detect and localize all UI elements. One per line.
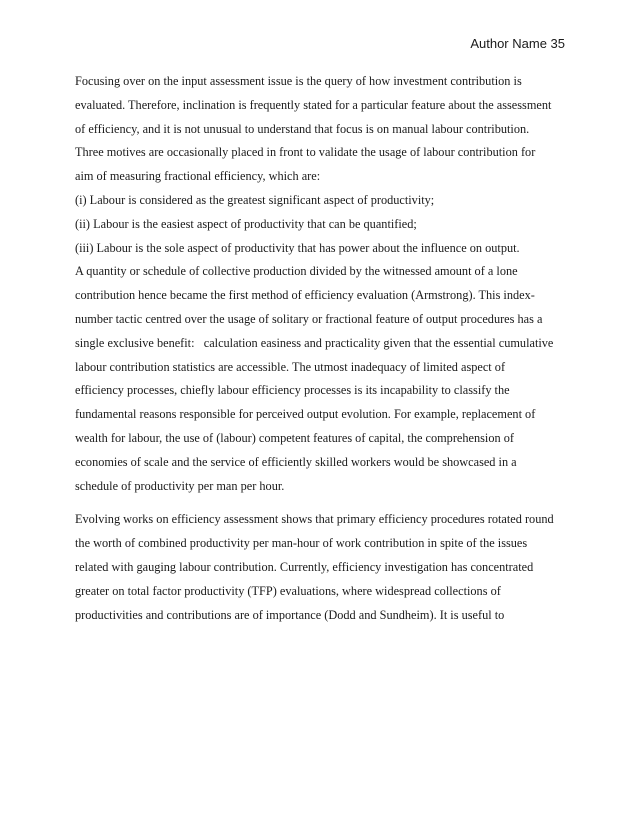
text-line: Three motives are occasionally placed in front to validate the usage of labour contribution for — [75, 145, 536, 160]
text-line: of efficiency, and it is not unusual to understand that focus is on manual labour contribution. — [75, 121, 530, 136]
text-line: number tactic centred over the usage of solitary or fractional feature of output procedures has a — [75, 311, 543, 326]
text-line: contribution hence became the first method of efficiency evaluation (Armstrong). This index- — [75, 288, 535, 303]
text-line: labour contribution statistics are accessible. The utmost inadequacy of limited aspect of — [75, 359, 506, 374]
paragraph-gap — [75, 498, 570, 508]
list-item: (iii) Labour is the sole aspect of productivity that has power about the influence on output. — [75, 240, 520, 255]
body-text — [75, 70, 570, 627]
list-item: (ii) Labour is the easiest aspect of productivity that can be quantified; — [75, 216, 417, 231]
text-line: efficiency processes, chiefly labour efficiency processes is its incapability to classify the — [75, 383, 510, 398]
paragraph-1 — [75, 70, 570, 498]
text-line: greater on total factor productivity (TFP) evaluations, where widespread collections of — [75, 583, 501, 598]
text-line: aim of measuring fractional efficiency, which are: — [75, 169, 321, 184]
text-line: wealth for labour, the use of (labour) competent features of capital, the comprehension of — [75, 430, 514, 445]
text-line: fundamental reasons responsible for perceived output evolution. For example, replacement of — [75, 407, 536, 422]
text-line: A quantity or schedule of collective production divided by the witnessed amount of a lone — [75, 264, 518, 279]
paragraph-2 — [75, 508, 570, 627]
text-line: schedule of productivity per man per hour. — [75, 478, 285, 493]
list-item: (i) Labour is considered as the greatest significant aspect of productivity; — [75, 192, 435, 207]
text-line: economies of scale and the service of efficiently skilled workers would be showcased in a — [75, 454, 517, 469]
text-line: the worth of combined productivity per man-hour of work contribution in spite of the issues — [75, 536, 528, 551]
text-line: single exclusive benefit: calculation easiness and practicality given that the essential cumulative — [75, 335, 554, 350]
text-line: productivities and contributions are of importance (Dodd and Sundheim). It is useful to — [75, 607, 505, 622]
text-line: Focusing over on the input assessment issue is the query of how investment contribution is — [75, 74, 522, 88]
running-header: Author Name 35 — [470, 36, 565, 51]
text-line: evaluated. Therefore, inclination is frequently stated for a particular feature about the assessment — [75, 97, 552, 112]
text-line: Evolving works on efficiency assessment shows that primary efficiency procedures rotated round — [75, 512, 554, 527]
text-line: related with gauging labour contribution. Currently, efficiency investigation has concentrated — [75, 559, 534, 574]
